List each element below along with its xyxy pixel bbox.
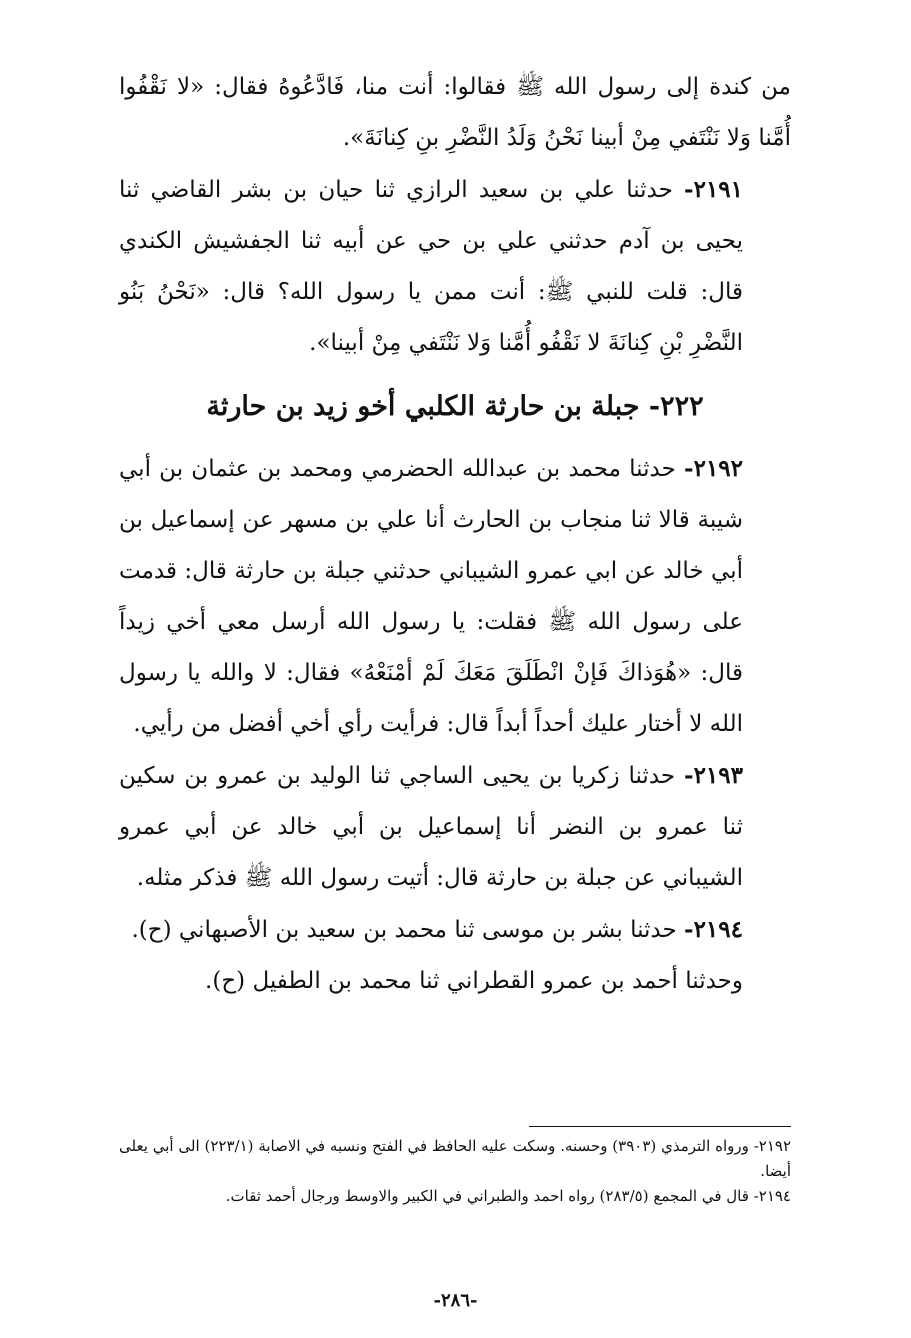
hadith-number: ٢١٩١- — [684, 176, 744, 203]
hadith-number: ٢١٩٣- — [684, 762, 743, 789]
hadith-text: حدثنا بشر بن موسى ثنا محمد بن سعيد بن الأصبهاني (ح). — [131, 917, 677, 943]
paragraph-continuation: من كندة إلى رسول الله ﷺ فقالوا: أنت منا، فَادَّعُوهُ فقال: «لا نَقْفُوا أُمَّنا وَلا نَنْتَفي مِنْ أبينا نَحْنُ وَلَدُ النَّضْرِ بنِ كِنانَةَ». — [119, 74, 791, 151]
footnote-2192: ٢١٩٢- ورواه الترمذي (٣٩٠٣) وحسنه. وسكت عليه الحافظ في الفتح ونسبه في الاصابة (٢٢٣/١) الى أبي يعلى أيضا. — [119, 1137, 792, 1180]
footnotes — [119, 1134, 791, 1209]
hadith-2193 — [119, 750, 791, 904]
hadith-text: حدثنا محمد بن عبدالله الحضرمي ومحمد بن عثمان بن أبي شيبة قالا ثنا منجاب بن الحارث أنا علي بن مسهر عن إسماعيل بن أبي خالد عن ابي عمرو الشيباني حدثني جبلة بن حارثة قال: قدمت على رسول الله ﷺ فقلت: يا رسول الله أرسل معي أخي زيداً قال: «هُوَذاكَ فَإنْ انْطَلَقَ مَعَكَ لَمْ أمْنَعْهُ» فقال: لا والله يا رسول الله لا أختار عليك أحداً أبداً قال: فرأيت رأي أخي أفضل من رأيي. — [119, 456, 743, 737]
hadith-text: حدثنا زكريا بن يحيى الساجي ثنا الوليد بن عمرو بن سكين ثنا عمرو بن النضر أنا إسماعيل بن أبي خالد عن أبي عمرو الشيباني عن جبلة بن حارثة قال: أتيت رسول الله ﷺ فذكر مثله. — [119, 763, 743, 891]
main-text-body — [119, 62, 791, 1007]
hadith-2191 — [119, 164, 791, 369]
hadith-2194 — [119, 904, 791, 956]
footnote-divider — [529, 1126, 791, 1127]
hadith-number: ٢١٩٢- — [684, 455, 744, 482]
hadith-text: حدثنا علي بن سعيد الرازي ثنا حيان بن بشر القاضي ثنا يحيى بن آدم حدثني علي بن حي عن أبيه ثنا الجفشيش الكندي قال: قلت للنبي ﷺ: أنت ممن يا رسول الله؟ قال: «نَحْنُ بَنُو النَّضْرِ بْنِ كِنانَةَ لا نَقْفُو أُمَّنا وَلا نَنْتَفي مِنْ أبينا». — [119, 177, 743, 356]
page-number: -٢٨٦- — [433, 1290, 478, 1311]
section-heading: ٢٢٢- جبلة بن حارثة الكلبي أخو زيد بن حارثة — [206, 391, 704, 422]
hadith-number: ٢١٩٤- — [684, 916, 743, 943]
paragraph-last: وحدثنا أحمد بن عمرو القطراني ثنا محمد بن الطفيل (ح). — [205, 968, 743, 994]
footnote-2194: ٢١٩٤- قال في المجمع (٢٨٣/٥) رواه احمد والطبراني في الكبير والاوسط ورجال أحمد ثقات. — [225, 1187, 791, 1205]
hadith-2192 — [119, 443, 791, 750]
